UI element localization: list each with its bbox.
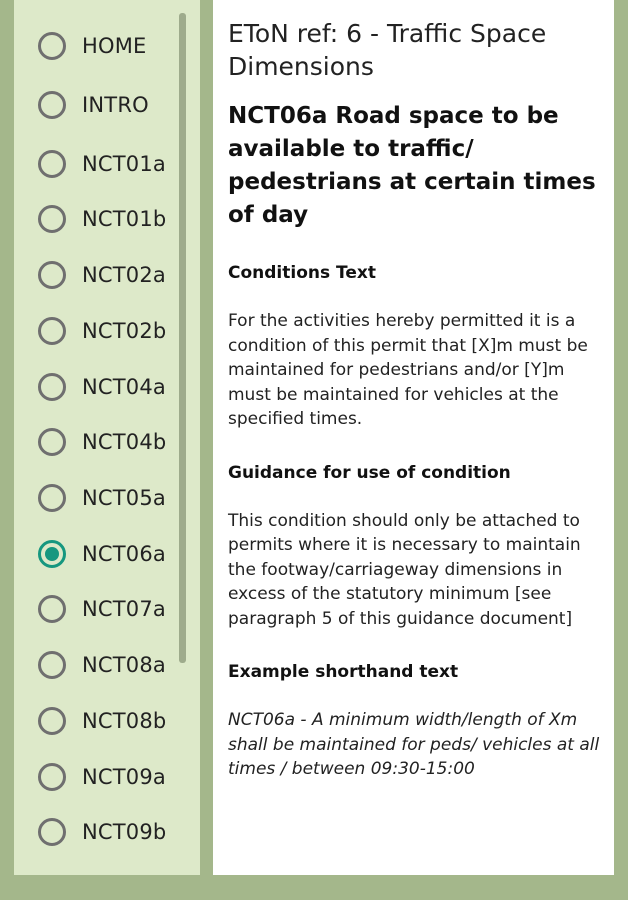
condition-list-sidebar[interactable] [14, 0, 200, 875]
condition-title: NCT06a Road space to be available to traffic/ pedestrians at certain times of day [228, 103, 596, 228]
radio-icon[interactable] [38, 763, 66, 791]
nav-item-nct04a[interactable] [38, 367, 166, 407]
radio-icon[interactable] [38, 205, 66, 233]
nav-item-label: NCT02b [82, 319, 167, 343]
radio-icon[interactable] [38, 651, 66, 679]
radio-icon[interactable] [38, 595, 66, 623]
radio-dot [45, 547, 59, 561]
nav-item-label: NCT07a [82, 597, 166, 621]
eton-ref-title: EToN ref: 6 - Traffic Space Dimensions [228, 19, 547, 81]
nav-item-label: NCT02a [82, 263, 166, 287]
radio-icon[interactable] [38, 818, 66, 846]
nav-item-home[interactable] [38, 26, 147, 66]
section-heading-guidance: Guidance for use of condition [228, 462, 511, 483]
nav-item-nct09a[interactable] [38, 757, 166, 797]
nav-item-nct06a[interactable] [38, 534, 166, 574]
nav-item-label: INTRO [82, 93, 149, 117]
nav-item-label: NCT06a [82, 542, 166, 566]
radio-icon[interactable] [38, 150, 66, 178]
radio-icon[interactable] [38, 317, 66, 345]
radio-icon[interactable] [38, 261, 66, 289]
radio-icon[interactable] [38, 91, 66, 119]
radio-checked-icon[interactable] [38, 540, 66, 568]
nav-item-nct04b[interactable] [38, 422, 166, 462]
radio-icon[interactable] [38, 484, 66, 512]
section-heading-conditions-text: Conditions Text [228, 263, 376, 283]
nav-item-label: NCT09a [82, 765, 166, 789]
nav-item-label: NCT04b [82, 430, 167, 454]
condition-detail-panel [213, 0, 614, 875]
nav-item-label: NCT01b [82, 207, 167, 231]
nav-item-nct01a[interactable] [38, 144, 166, 184]
nav-item-nct08a[interactable] [38, 645, 166, 685]
example-shorthand-body: NCT06a - A minimum width/length of Xm shall be maintained for peds/ vehicles at all times / between 09:30-15:00 [228, 710, 600, 779]
nav-item-label: NCT05a [82, 486, 166, 510]
nav-item-label: NCT04a [82, 375, 166, 399]
conditions-text-body: For the activities hereby permitted it is a condition of this permit that [X]m must be maintained for pedestrians and/or [Y]m must be maintained for vehicles at the specified times. [228, 311, 588, 429]
nav-item-nct08b[interactable] [38, 701, 166, 741]
nav-item-label: HOME [82, 34, 147, 58]
section-heading-example-shorthand: Example shorthand text [228, 662, 459, 682]
guidance-body: This condition should only be attached to permits where it is necessary to maintain the footway/carriageway dimensions in excess of the statutory minimum [see paragraph 5 of this guidance document] [228, 510, 581, 629]
radio-icon[interactable] [38, 707, 66, 735]
radio-icon[interactable] [38, 428, 66, 456]
sidebar-scrollbar[interactable] [179, 13, 186, 663]
nav-item-nct02b[interactable] [38, 311, 166, 351]
nav-item-nct01b[interactable] [38, 199, 166, 239]
nav-item-intro[interactable] [38, 85, 149, 125]
nav-item-label: NCT08a [82, 653, 166, 677]
nav-item-nct09b[interactable] [38, 812, 166, 852]
nav-item-nct02a[interactable] [38, 255, 166, 295]
nav-item-label: NCT01a [82, 152, 166, 176]
radio-icon[interactable] [38, 32, 66, 60]
nav-item-label: NCT08b [82, 709, 167, 733]
nav-item-nct05a[interactable] [38, 478, 166, 518]
nav-item-nct07a[interactable] [38, 589, 166, 629]
nav-item-label: NCT09b [82, 820, 167, 844]
radio-icon[interactable] [38, 373, 66, 401]
